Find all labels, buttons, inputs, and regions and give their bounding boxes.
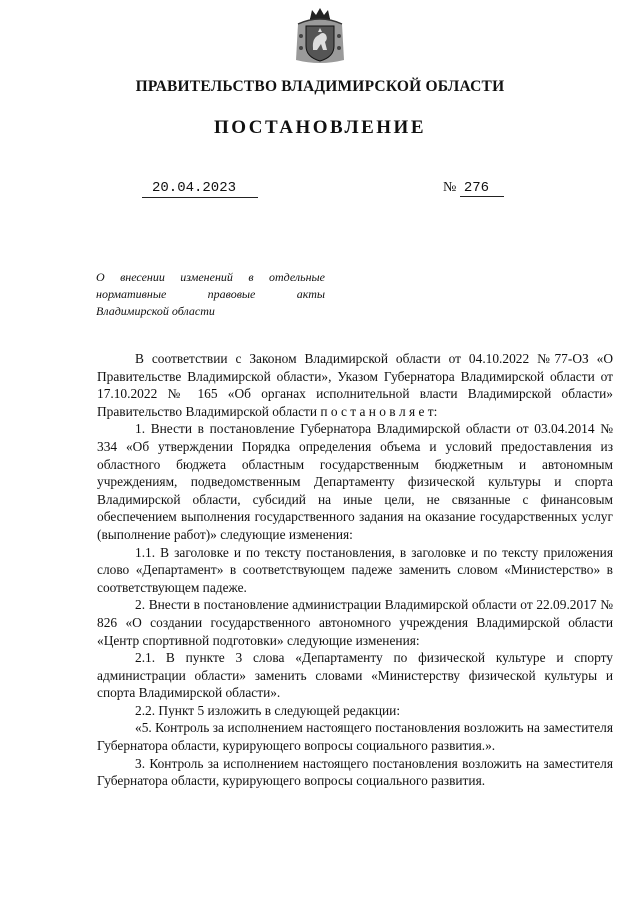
organization-title: ПРАВИТЕЛЬСТВО ВЛАДИМИРСКОЙ ОБЛАСТИ xyxy=(135,78,505,95)
number-sign: № xyxy=(443,180,457,195)
body-paragraph: 2.1. В пункте 3 слова «Департаменту по физической культуре и спорту администрации области» заменить словами «Министерству физической культуры и спорта Владимирской области». xyxy=(97,650,613,701)
body-paragraph: 2.2. Пункт 5 изложить в следующей редакции: xyxy=(135,702,401,718)
document-body xyxy=(97,350,613,790)
body-paragraph: 1. Внести в постановление Губернатора Владимирской области от 03.04.2014 № 334 «Об утверждении Порядка определения объема и условий предоставления из областного бюджета областным государственным бюджетным и автономным учреждениям, подведомственным Департаменту физической культуры и спорта Владимирской области, субсидий на иные цели, не связанные с финансовым обеспечением выполнения государственного задания на оказание государственных услуг (выполнение работ)» следующие изменения: xyxy=(97,421,613,542)
document-subject xyxy=(96,269,325,320)
coat-of-arms-icon xyxy=(292,6,348,66)
body-paragraph: 3. Контроль за исполнением настоящего постановления возложить на заместителя Губернатора области, курирующего вопросы социального развития. xyxy=(97,755,613,789)
body-paragraph: 1.1. В заголовке и по тексту постановления, в заголовке и по тексту приложения слово «Департамент» в соответствующем падеже заменить словом «Министерство» в соответствующем падеже. xyxy=(97,544,613,595)
subject-line: О внесении изменений в отдельные xyxy=(96,270,325,284)
document-type-title: ПОСТАНОВЛЕНИЕ xyxy=(213,117,427,138)
subject-line: Владимирской области xyxy=(96,304,215,318)
document-number: 276 xyxy=(460,180,504,197)
body-paragraph: «5. Контроль за исполнением настоящего постановления возложить на заместителя Губернатора области, курирующего вопросы социального развития.». xyxy=(97,720,613,754)
subject-line: нормативные правовые акты xyxy=(96,287,325,301)
body-paragraph: 2. Внести в постановление администрации Владимирской области от 22.09.2017 № 826 «О создании государственного автономного учреждения Владимирской области «Центр спортивной подготовки» следующие изменения: xyxy=(97,597,613,648)
body-paragraph: В соответствии с Законом Владимирской области от 04.10.2022 №77-ОЗ «О Правительстве Владимирской области», Указом Губернатора Владимирской области от 17.10.2022 № 165 «Об органах исполнительной власти Владимирской области» Правительство Владимирской области п о с т а н о в л я е т: xyxy=(97,351,613,419)
document-date: 20.04.2023 xyxy=(142,180,258,198)
document-number-field xyxy=(443,180,504,197)
